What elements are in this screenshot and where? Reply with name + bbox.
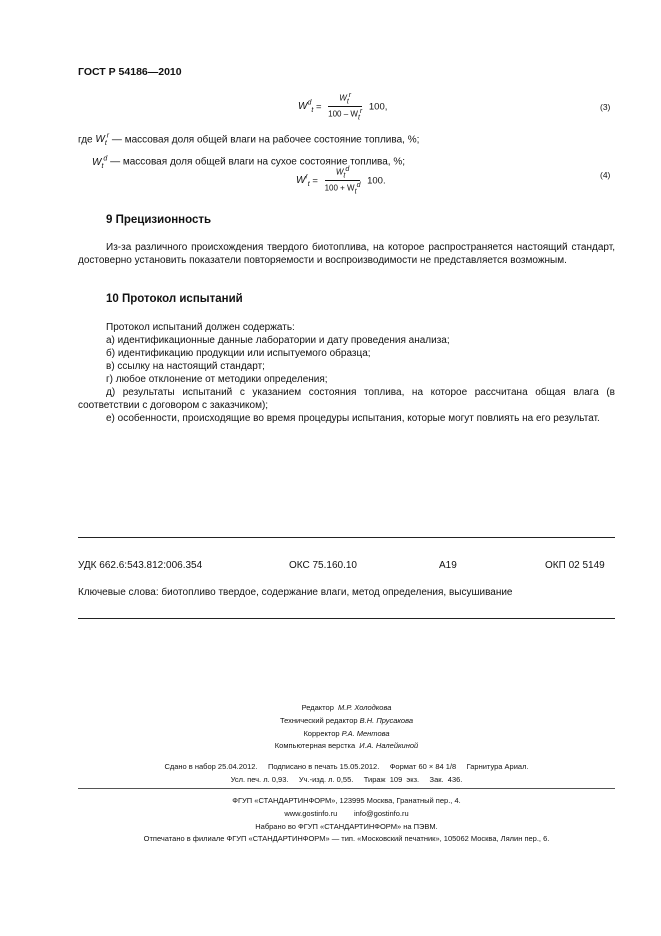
formula-lhs: $W^r_t$ bbox=[296, 173, 310, 189]
publisher-contacts bbox=[78, 808, 615, 821]
credits bbox=[78, 702, 615, 753]
publisher-address: ФГУП «СТАНДАРТИНФОРМ», 123995 Москва, Гранатный пер., 4. bbox=[232, 796, 461, 805]
list-intro: Протокол испытаний должен содержать: bbox=[106, 322, 295, 333]
section-10-body bbox=[78, 321, 615, 425]
keywords: Ключевые слова: биотопливо твердое, содержание влаги, метод определения, высушивание bbox=[78, 587, 513, 598]
formula-3 bbox=[298, 92, 387, 122]
formula-equals: = bbox=[312, 175, 318, 187]
list-item: д) результаты испытаний с указанием состояния топлива, на которое рассчитана общая влага (в соответствии с договором с заказчиком); bbox=[78, 387, 615, 411]
format-fraction: 1/8 bbox=[445, 762, 457, 771]
publisher-site: www.gostinfo.ru bbox=[284, 808, 338, 818]
typeset-note: Набрано во ФГУП «СТАНДАРТИНФОРМ» на ПЭВМ. bbox=[255, 821, 438, 831]
list-item: е) особенности, происходящие во время процедуры испытания, которые могут повлиять на его результат. bbox=[106, 413, 600, 424]
list-item: г) любое отклонение от методики определения; bbox=[106, 374, 328, 385]
formula-tail: 100. bbox=[367, 175, 386, 187]
formula-3-number: (3) bbox=[600, 102, 611, 112]
credit-proofreader: Корректор Р.А. Ментова bbox=[303, 728, 390, 738]
credit-tech-editor: Технический редактор В.Н. Прусакова bbox=[279, 715, 414, 725]
printed-note: Отпечатано в филиале ФГУП «СТАНДАРТИНФОРМ» — тип. «Московский печатник», 105062 Москва, Лялин пер., 6. bbox=[143, 834, 550, 844]
section-9-body bbox=[78, 241, 615, 267]
publisher-info bbox=[78, 795, 615, 846]
publisher-email: info@gostinfo.ru bbox=[353, 808, 409, 818]
divider bbox=[78, 788, 615, 789]
print-details bbox=[78, 761, 615, 787]
formula-lhs: $W^d_t$ bbox=[298, 99, 314, 115]
formula-fraction: $\frac{\text{Wtr}}{\text{100 – Wtr}}$ bbox=[328, 92, 363, 122]
section-9-title: 9 Прецизионность bbox=[106, 214, 212, 226]
paragraph: Из-за различного происхождения твердого биотоплива, на которое распространяется настоящий стандарт, достоверно установить показатели повторяемости и воспроизводимости не представляется возможным. bbox=[78, 242, 615, 266]
definition-item: где $W_t^r$ — массовая доля общей влаги на рабочее состояние топлива, %; bbox=[78, 133, 420, 148]
credit-editor: Редактор М.Р. Холодкова bbox=[301, 703, 392, 712]
section-10-title: 10 Протокол испытаний bbox=[106, 293, 243, 305]
formula-4 bbox=[296, 166, 386, 196]
credit-layout: Компьютерная верстка И.А. Налейкиной bbox=[274, 741, 419, 751]
formula-tail: 100, bbox=[368, 101, 388, 113]
print-line-1: Сдано в набор 25.04.2012. Подписано в печать 15.05.2012. Формат 60 × 84 1/8 Гарнитура Ариал. bbox=[164, 762, 529, 771]
list-item: а) идентификационные данные лаборатории и дату проведения анализа; bbox=[106, 335, 450, 346]
divider bbox=[78, 618, 615, 619]
divider bbox=[78, 537, 615, 538]
document-header: ГОСТ Р 54186—2010 bbox=[78, 66, 182, 78]
print-line-2: Усл. печ. л. 0,93. Уч.-изд. л. 0,55. Тираж 109 экз. Зак. 436. bbox=[230, 774, 463, 784]
udk-code: УДК 662.6:543.812:006.354 bbox=[78, 560, 203, 571]
okp-code: ОКП 02 5149 bbox=[545, 560, 605, 571]
formula-equals: = bbox=[315, 101, 322, 113]
group-code: А19 bbox=[439, 560, 457, 571]
list-item: б) идентификацию продукции или испытуемого образца; bbox=[106, 348, 371, 359]
definition-item: $W_t^d$ — массовая доля общей влаги на сухое состояние топлива, %; bbox=[92, 155, 406, 170]
oks-code: ОКС 75.160.10 bbox=[289, 560, 357, 571]
list-item: в) ссылку на настоящий стандарт; bbox=[106, 361, 265, 372]
formula-fraction: $\frac{\text{Wtd}}{\text{100 + Wtd}}$ bbox=[324, 166, 361, 196]
formula-4-number: (4) bbox=[600, 170, 611, 180]
